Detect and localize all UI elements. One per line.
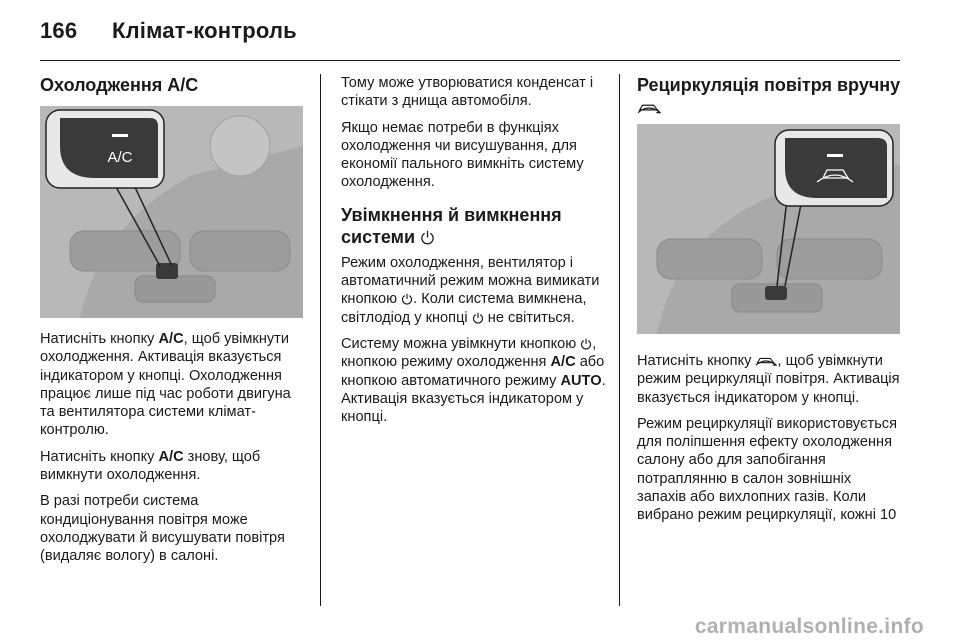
column-2 xyxy=(341,74,606,434)
power-icon xyxy=(580,338,592,350)
power-icon xyxy=(401,293,413,305)
column-3 xyxy=(637,74,902,533)
paragraph-ac-dry: В разі потреби система кондиціонування повітря може охолоджувати й висушувати повітря (видаляє вологу) в салоні. xyxy=(40,493,285,565)
section-heading-recirculation: Рециркуляція повітря вручну xyxy=(637,74,902,118)
column-divider-1 xyxy=(320,74,321,606)
paragraph-ac-off: Натисніть кнопку A/C знову, щоб вимкнути охолодження. xyxy=(40,448,261,484)
recirculation-icon xyxy=(637,101,661,115)
paragraph-power-off: Режим охолодження, вентилятор і автоматичний режим можна вимикати кнопкою . Коли система вимкнена, світлодіод у кнопці не світиться. xyxy=(341,254,600,326)
column-1 xyxy=(40,74,305,574)
ac-button-figure xyxy=(40,106,303,318)
column-divider-2 xyxy=(619,74,620,606)
recirculation-button-figure xyxy=(637,124,900,334)
paragraph-ac-on: Натисніть кнопку A/C, щоб увімкнути охолодження. Активація вказується індикатором у кнопці. Охолодження працює лише під час роботи двигуна та вентилятора системи клімат-контролю. xyxy=(40,331,291,439)
page-title: Клімат-контроль xyxy=(112,18,297,43)
paragraph-recirculation-on: Натисніть кнопку , щоб увімкнути режим рециркуляції повітря. Активація вказується індикатором у кнопці. xyxy=(637,353,900,406)
watermark: carmanualsonline.info xyxy=(694,615,924,638)
header-rule xyxy=(40,60,900,61)
paragraph-economy: Якщо немає потреби в функціях охолодження чи висушування, для економії пального вимкніть систему охолодження. xyxy=(341,119,584,191)
page-header xyxy=(40,18,297,44)
page-number: 166 xyxy=(40,18,78,43)
ac-panel-illustration xyxy=(40,106,303,318)
section-heading-onoff: Увімкнення й вимкнення системи xyxy=(341,204,562,247)
paragraph-condensate: Тому може утворюватися конденсат і стікати з днища автомобіля. xyxy=(341,75,594,110)
recirculation-icon xyxy=(755,355,777,367)
power-icon xyxy=(420,230,435,245)
figure-ac-label: A/C xyxy=(107,149,133,166)
section-heading-ac: Охолодження A/C xyxy=(40,75,199,95)
paragraph-recirculation-use: Режим рециркуляції використовується для поліпшення ефекту охолодження салону або для запобігання потраплянню в салон зовнішніх запахів або вихлопних газів. Коли вибрано режим рециркуляції, кожні 10 xyxy=(637,415,897,524)
recirculation-panel-illustration xyxy=(637,124,900,334)
paragraph-power-on: Систему можна увімкнути кнопкою , кнопкою режиму охолодження A/C або кнопкою автоматичного режиму AUTO. Активація вказується індикатором у кнопці. xyxy=(341,335,606,426)
power-icon xyxy=(472,312,484,324)
